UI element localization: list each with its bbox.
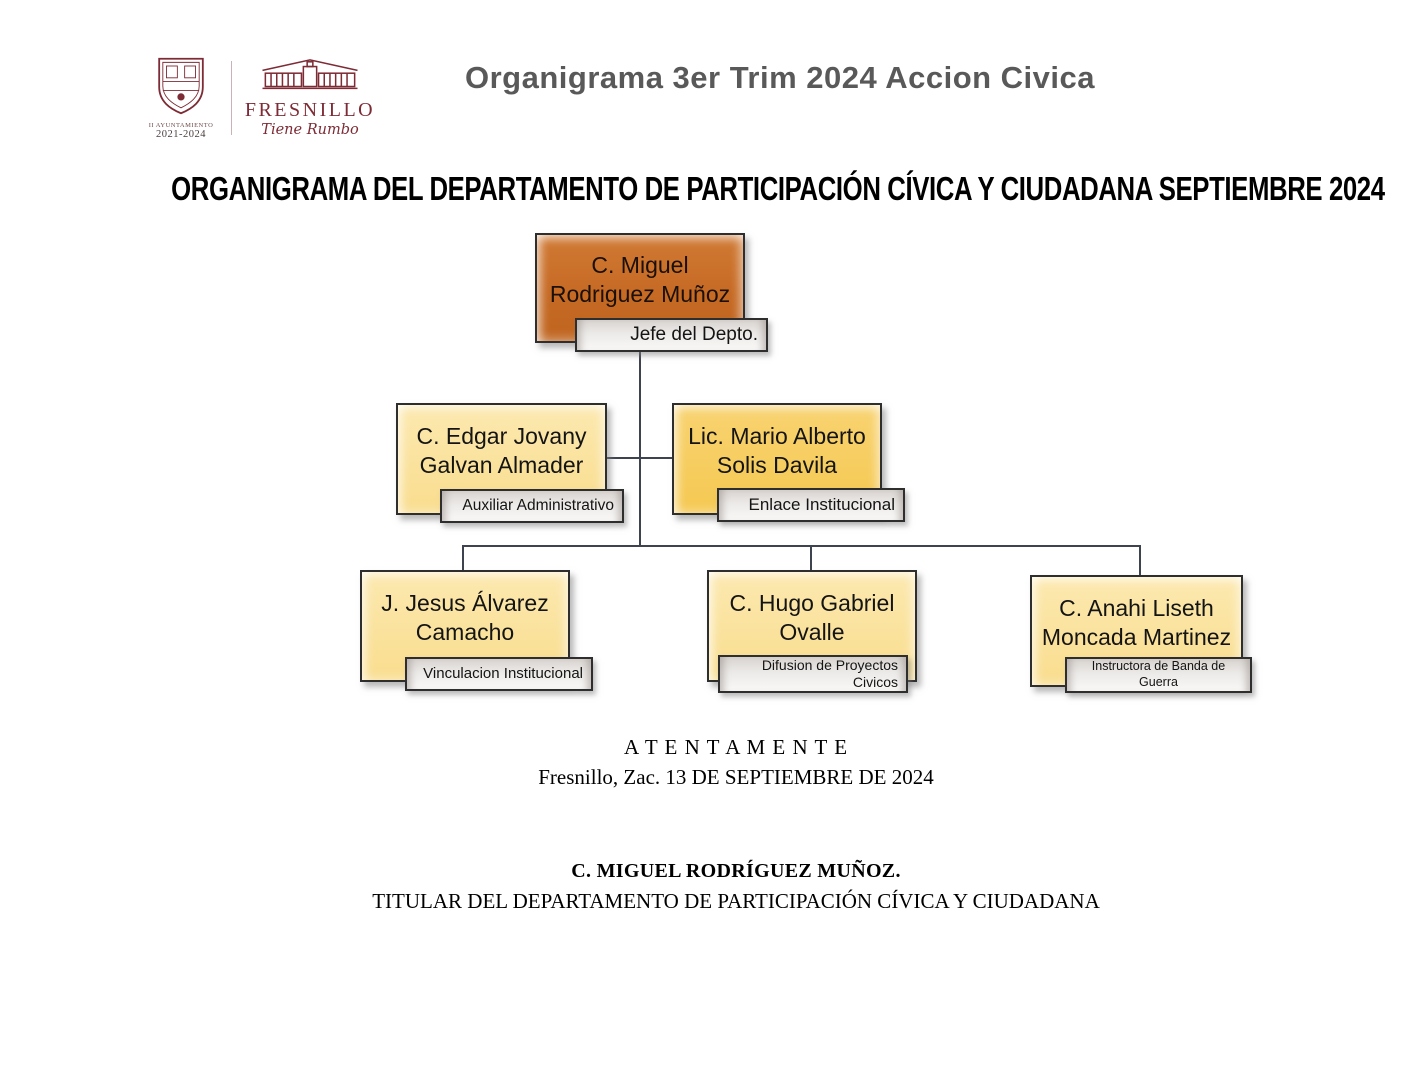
connector-drop-left: [462, 545, 464, 572]
org-node-difusion-name-line2: Ovalle: [779, 619, 845, 645]
signature-name: C. MIGUEL RODRÍGUEZ MUÑOZ.: [571, 860, 901, 882]
connector-level2-horizontal: [606, 457, 673, 459]
closing-block: [336, 735, 1136, 790]
crest-caption: II AYUNTAMIENTO: [148, 122, 214, 129]
org-node-enlace-name-line2: Solis Davila: [716, 452, 838, 478]
org-role-enlace: Enlace Institucional: [717, 488, 905, 522]
org-node-jefe-name-line1: C. Miguel: [591, 252, 689, 279]
atentamente-line: A T E N T A M E N T E: [623, 735, 849, 759]
brand-name: FRESNILLO: [244, 99, 376, 121]
org-role-vinculacion: Vinculacion Institucional: [405, 657, 593, 691]
org-node-auxiliar-name-line1: C. Edgar Jovany: [416, 423, 587, 450]
page-heading: ORGANIGRAMA DEL DEPARTAMENTO DE PARTICIPACIÓN CÍVICA Y CIUDADANA SEPTIEMBRE 2024: [171, 170, 1385, 207]
connector-drop-middle: [810, 545, 812, 572]
place-date-line: Fresnillo, Zac. 13 DE SEPTIEMBRE DE 2024: [538, 765, 934, 789]
org-role-jefe: Jefe del Depto.: [575, 318, 768, 352]
org-node-enlace-name-line1: Lic. Mario Alberto: [688, 423, 866, 450]
org-node-difusion-name-line1: C. Hugo Gabriel: [729, 590, 895, 617]
org-node-banda-name-line1: C. Anahi Liseth: [1059, 595, 1214, 622]
brand-tagline: Tiene Rumbo: [261, 122, 359, 138]
org-role-difusion: Difusion de Proyectos Civicos: [718, 655, 908, 693]
connector-trunk-vertical: [639, 352, 641, 547]
org-node-vinculacion-name-line1: J. Jesus Álvarez: [381, 590, 549, 617]
org-node-auxiliar-name-line2: Galvan Almader: [419, 452, 584, 478]
org-node-banda-name-line2: Moncada Martinez: [1041, 624, 1232, 650]
signature-block: [336, 860, 1136, 914]
document-title: Organigrama 3er Trim 2024 Accion Civica: [464, 60, 1096, 95]
crest-years: 2021-2024: [156, 129, 206, 140]
signature-title: TITULAR DEL DEPARTAMENTO DE PARTICIPACIÓN CÍVICA Y CIUDADANA: [372, 889, 1100, 913]
org-node-jefe-name-line2: Rodriguez Muñoz: [549, 281, 731, 307]
org-node-vinculacion-name-line2: Camacho: [415, 619, 515, 645]
org-role-banda: Instructora de Banda de Guerra: [1065, 657, 1252, 693]
connector-level3-horizontal: [462, 545, 1141, 547]
connector-drop-right: [1139, 545, 1141, 577]
org-role-auxiliar: Auxiliar Administrativo: [440, 489, 624, 523]
